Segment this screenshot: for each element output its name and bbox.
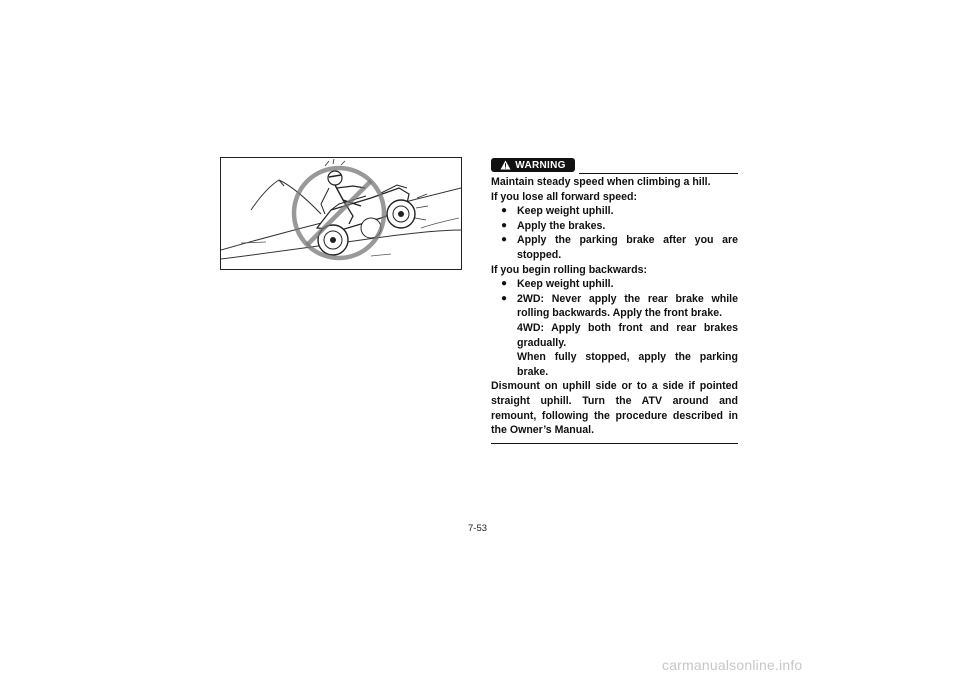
list-item-stopped-text: When fully stopped, apply the parking brake. [517, 351, 738, 378]
list-item [501, 204, 738, 219]
list-item-text: Apply the parking brake after you are stopped. [517, 234, 738, 261]
list-item [501, 219, 738, 234]
warning-header [491, 157, 738, 175]
forward-list [491, 204, 738, 262]
list-item-text: Apply the brakes. [517, 219, 606, 232]
warning-triangle-icon [500, 160, 511, 170]
warning-header-rule [579, 173, 738, 174]
list-item [501, 277, 738, 292]
warning-section [491, 157, 738, 444]
warning-badge [491, 158, 575, 172]
list-item-text: Keep weight uphill. [517, 205, 614, 218]
bullet-icon: ● [501, 219, 508, 231]
list-item [501, 292, 738, 380]
list-item [501, 233, 738, 262]
atv-hill-illustration [220, 157, 462, 270]
list-item-4wd-text: 4WD: Apply both front and rear brakes gradually. [517, 321, 738, 349]
warning-label-text: WARNING [515, 159, 566, 171]
list-item-text: Keep weight uphill. [517, 278, 614, 291]
watermark: carmanualsonline.info [662, 657, 803, 673]
bullet-icon: ● [501, 278, 508, 290]
bullet-icon: ● [501, 205, 508, 217]
warning-body [491, 175, 738, 444]
backward-list [491, 277, 738, 379]
bullet-icon: ● [501, 234, 508, 246]
warning-closing: Dismount on uphill side or to a side if pointed straight uphill. Turn the ATV around and remount, following the procedure described in the Owner’s Manual. [491, 380, 738, 437]
page-number: 7-53 [468, 523, 488, 534]
backward-heading: If you begin rolling backwards: [491, 263, 647, 276]
list-item-2wd-text: 2WD: Never apply the rear brake while rolling backwards. Apply the front brake. [517, 292, 738, 320]
atv-drawing [221, 158, 461, 269]
warning-bottom-rule [491, 443, 738, 444]
warning-intro: Maintain steady speed when climbing a hill. [491, 176, 711, 188]
bullet-icon: ● [501, 292, 508, 304]
forward-heading: If you lose all forward speed: [491, 190, 637, 203]
